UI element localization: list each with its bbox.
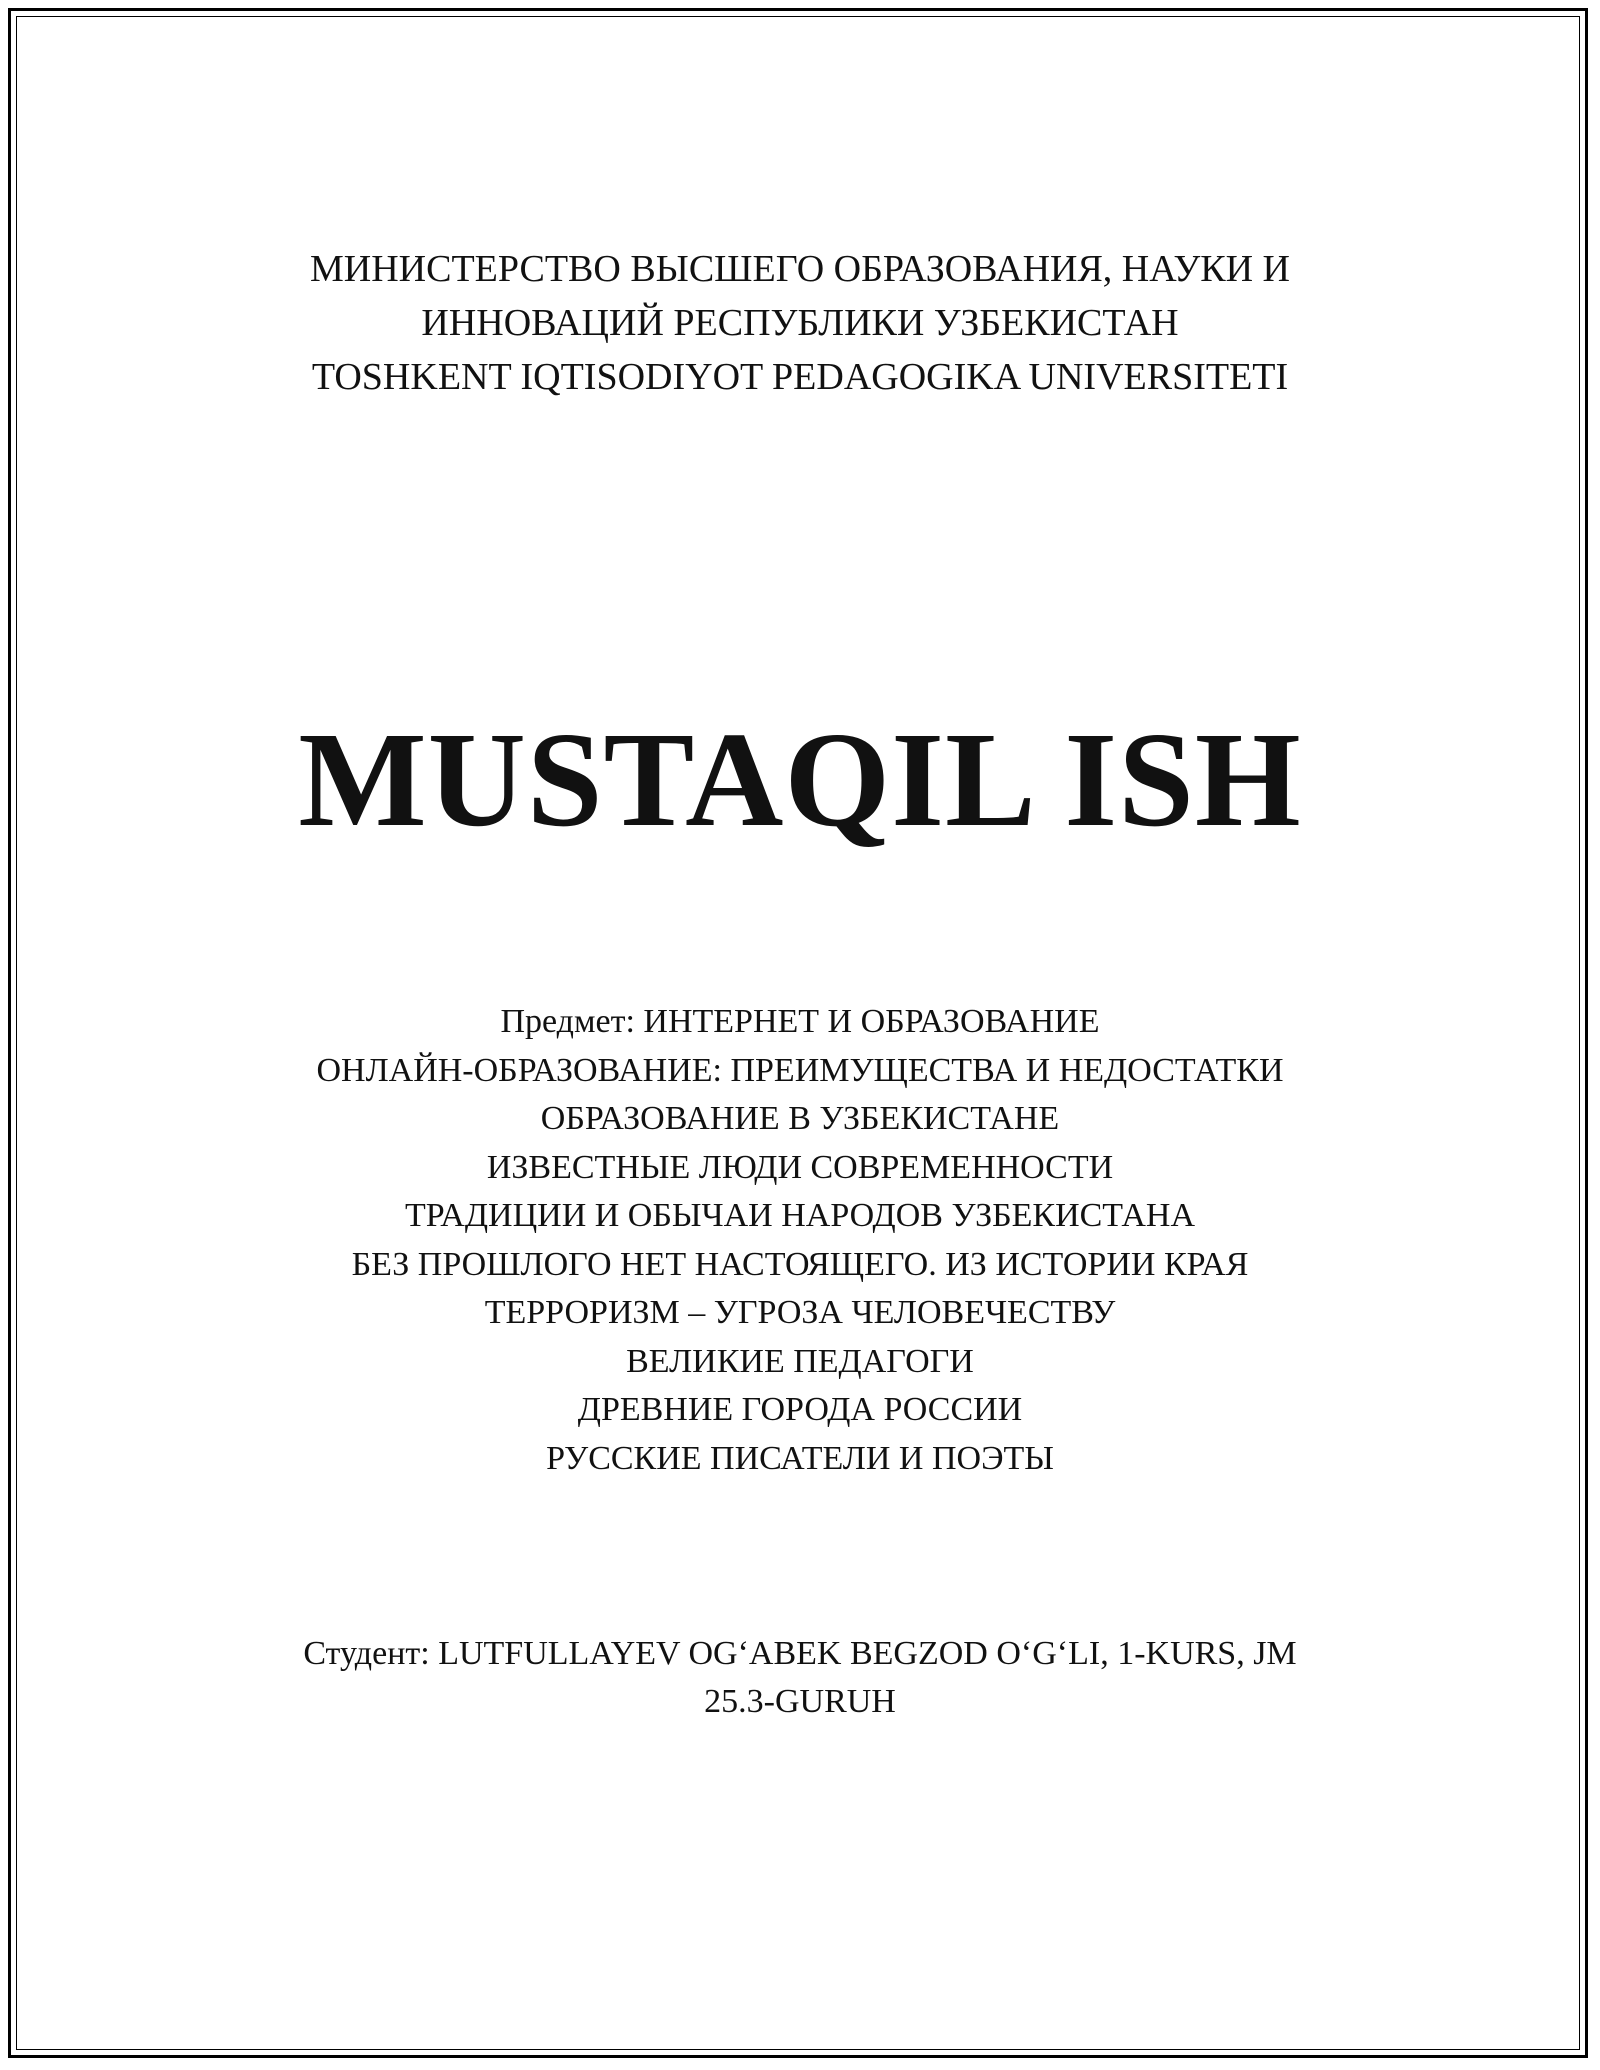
- topic-item: ТЕРРОРИЗМ – УГРОЗА ЧЕЛОВЕЧЕСТВУ: [484, 1294, 1116, 1331]
- topic-item: ИЗВЕСТНЫЕ ЛЮДИ СОВРЕМЕННОСТИ: [486, 1148, 1114, 1186]
- topic-item: ОБРАЗОВАНИЕ В УЗБЕКИСТАНЕ: [540, 1100, 1060, 1137]
- header-line-ministry: МИНИСТЕРСТВО ВЫСШЕГО ОБРАЗОВАНИЯ, НАУКИ И: [310, 248, 1290, 290]
- topic-item: БЕЗ ПРОШЛОГО НЕТ НАСТОЯЩЕГО. ИЗ ИСТОРИИ КРАЯ: [351, 1245, 1249, 1283]
- page-title: MUSTAQIL ISH: [298, 705, 1302, 855]
- topic-item: ТРАДИЦИИ И ОБЫЧАИ НАРОДОВ УЗБЕКИСТАНА: [404, 1197, 1196, 1234]
- student-name: Студент: LUTFULLAYEV OG‘ABEK BEGZOD O‘G‘LI, 1-KURS, JM: [303, 1635, 1297, 1672]
- topic-item: ДРЕВНИЕ ГОРОДА РОССИИ: [577, 1391, 1023, 1428]
- topic-item: ВЕЛИКИЕ ПЕДАГОГИ: [626, 1342, 974, 1380]
- topics-block: [0, 998, 1600, 1483]
- topic-subject: Предмет: ИНТЕРНЕТ И ОБРАЗОВАНИЕ: [500, 1003, 1100, 1040]
- student-block: [0, 1630, 1600, 1726]
- student-group: 25.3-GURUH: [704, 1683, 896, 1720]
- header-block: [0, 242, 1600, 404]
- topic-item: ОНЛАЙН-ОБРАЗОВАНИЕ: ПРЕИМУЩЕСТВА И НЕДОСТАТКИ: [316, 1051, 1284, 1089]
- topic-item: РУССКИЕ ПИСАТЕЛИ И ПОЭТЫ: [546, 1439, 1054, 1477]
- header-line-university: TOSHKENT IQTISODIYOT PEDAGOGIKA UNIVERSITETI: [311, 356, 1289, 398]
- header-line-republic: ИННОВАЦИЙ РЕСПУБЛИКИ УЗБЕКИСТАН: [421, 302, 1179, 344]
